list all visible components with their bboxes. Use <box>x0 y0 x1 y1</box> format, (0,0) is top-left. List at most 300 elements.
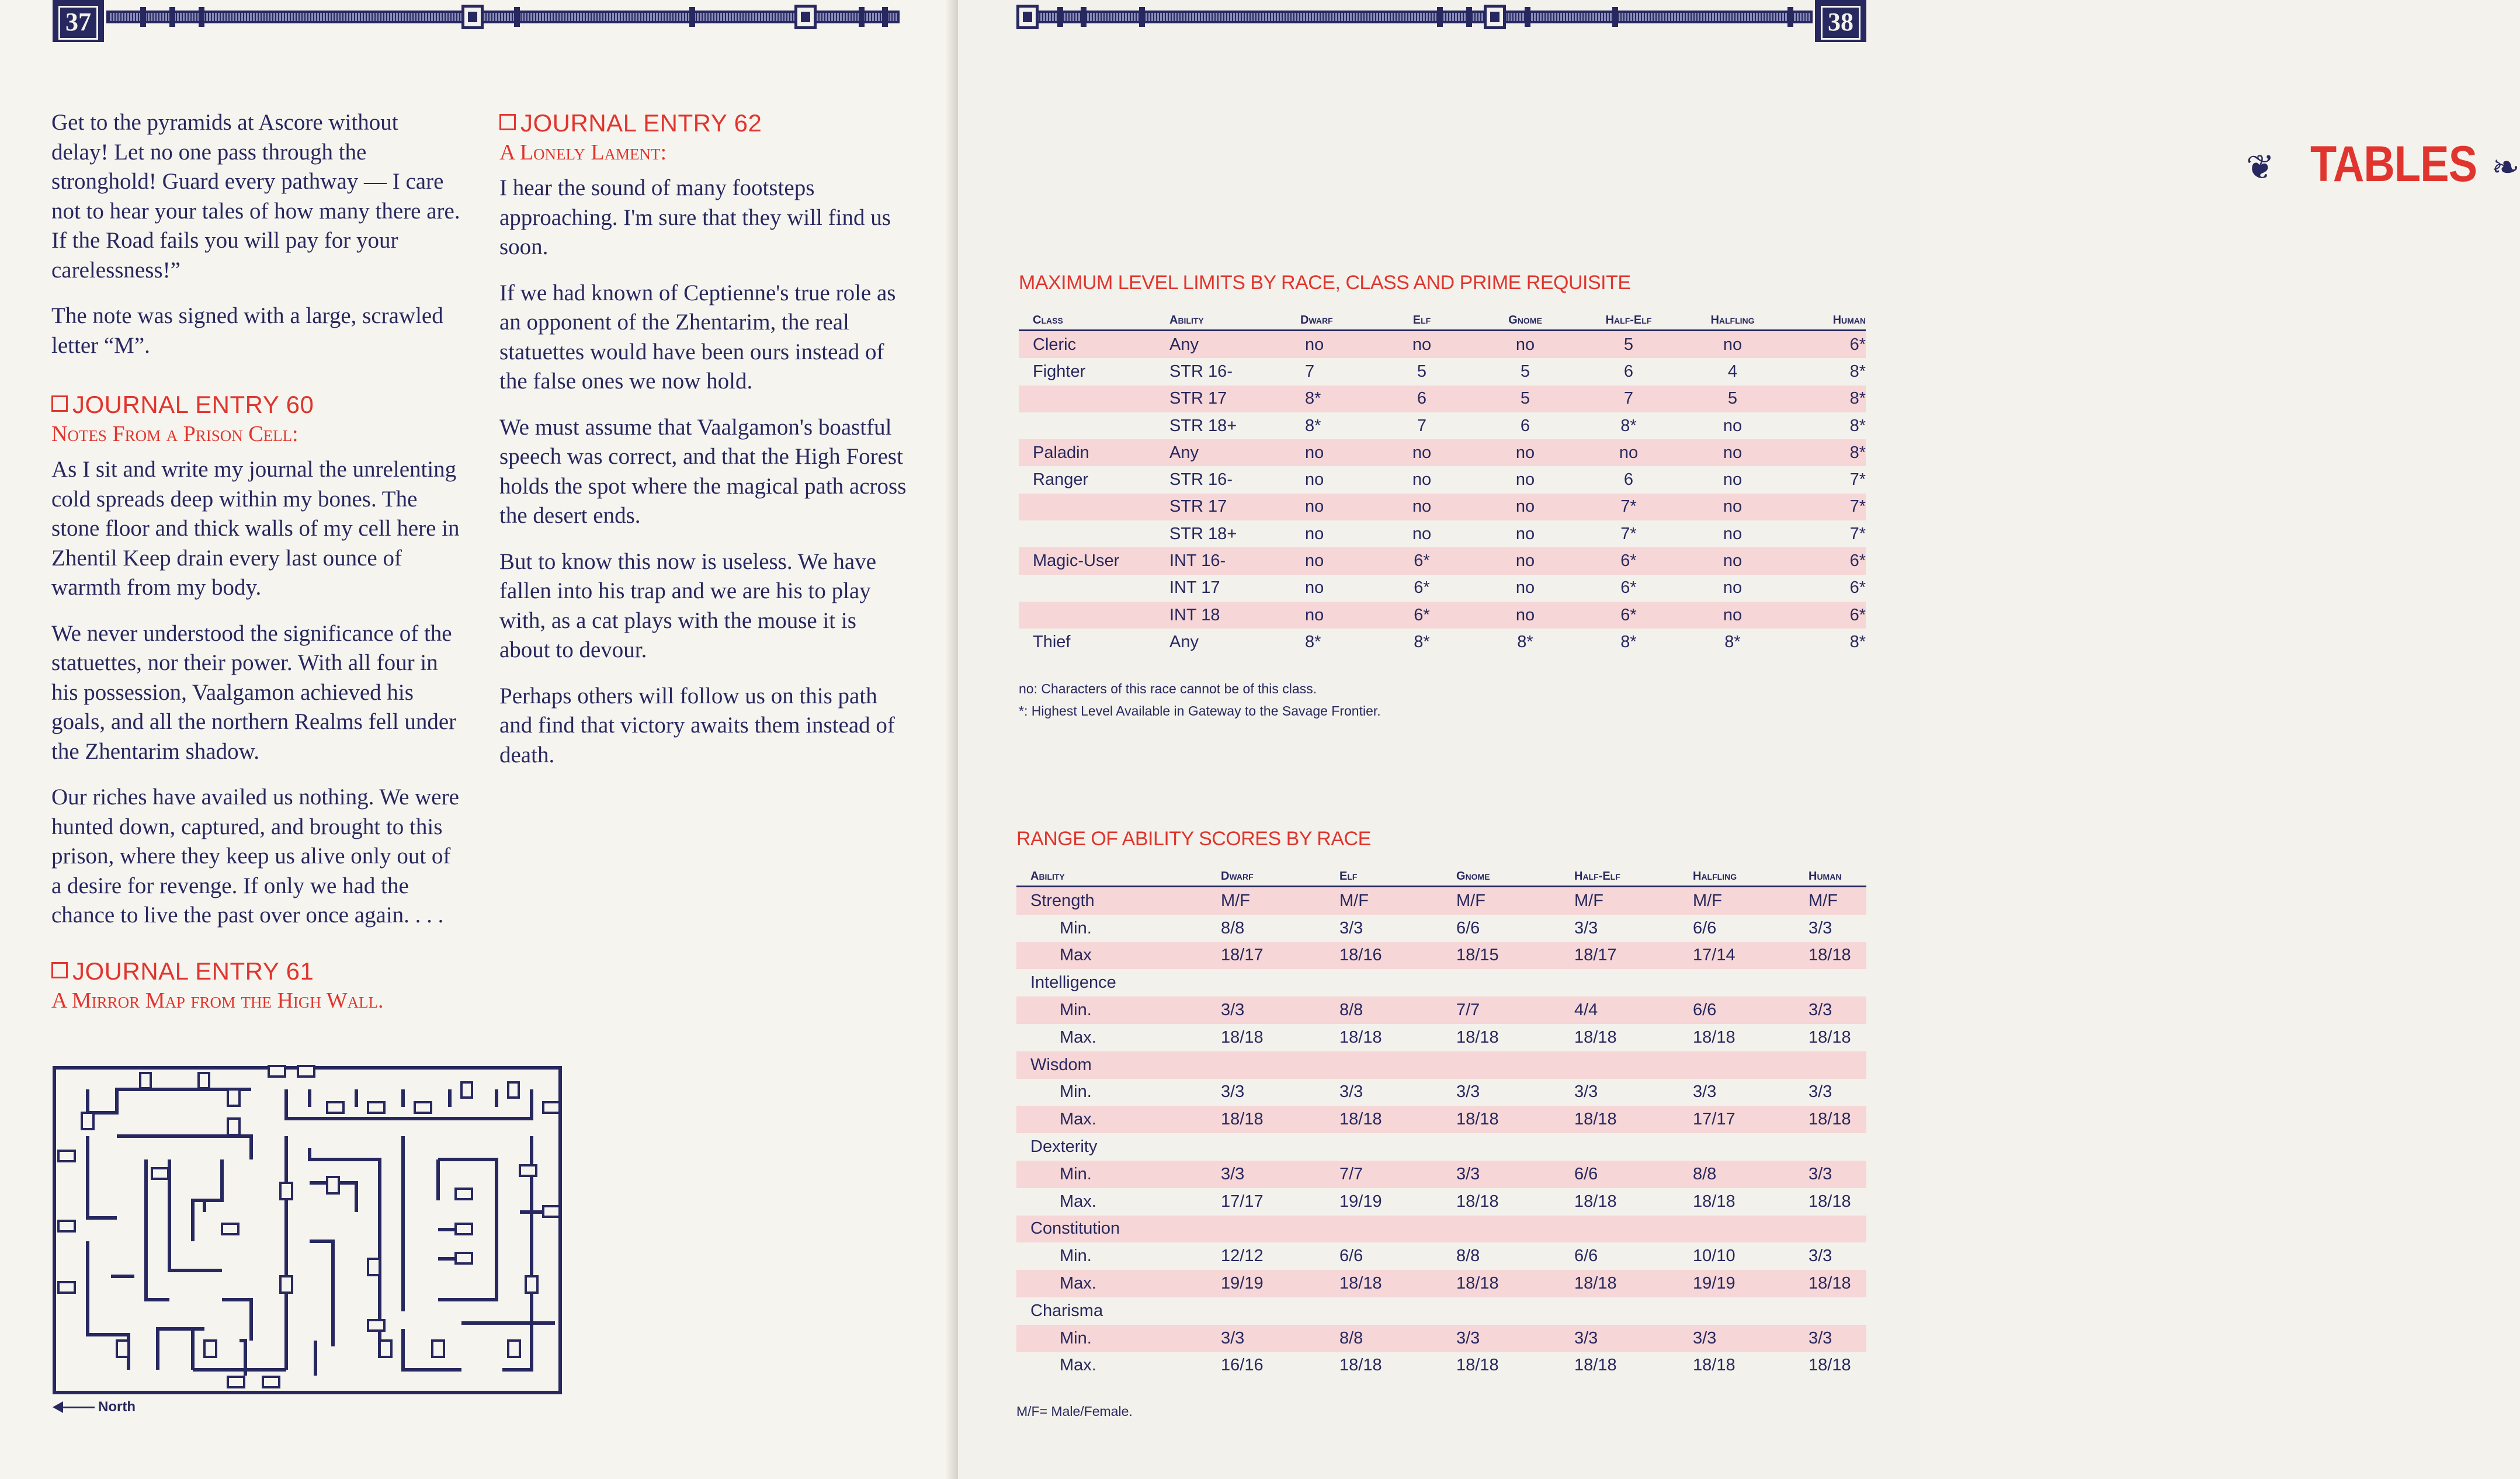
table-cell: STR 16- <box>1169 470 1233 489</box>
journal-entry-62-heading: JOURNAL ENTRY 62 <box>499 108 908 138</box>
table-cell <box>1574 1051 1693 1079</box>
table-cell: 18/18 <box>1809 1027 1851 1047</box>
table-cell: 5 <box>1417 362 1427 381</box>
table-cell: no <box>1412 524 1432 543</box>
table-cell: Min. <box>1060 1082 1092 1102</box>
table-row <box>1019 358 1866 385</box>
column-header: Ability <box>1169 304 1300 331</box>
table-cell <box>1574 1216 1693 1243</box>
table-cell: 8* <box>1785 386 1866 412</box>
flourish-right-icon: ❧ <box>2491 148 2520 186</box>
table-row <box>1016 1079 1866 1106</box>
table-cell: 7* <box>1577 494 1680 520</box>
table-cell: 18/18 <box>1339 1106 1456 1133</box>
table-cell <box>1221 1051 1339 1079</box>
table-cell: 6* <box>1620 578 1637 598</box>
table-cell: 12/12 <box>1221 1247 1264 1266</box>
table-cell: Ranger <box>1033 470 1089 489</box>
table-cell: 6* <box>1577 547 1680 574</box>
table-cell <box>1019 575 1169 602</box>
column-header: Human <box>1809 860 1866 887</box>
table-cell: no <box>1577 439 1680 466</box>
table-cell: 3/3 <box>1456 1082 1480 1102</box>
table-cell: 3/3 <box>1221 1082 1245 1102</box>
table-cell: Paladin <box>1019 439 1169 466</box>
table-cell: 3/3 <box>1809 1082 1832 1102</box>
table-cell: Constitution <box>1016 1216 1221 1243</box>
table-cell: 3/3 <box>1809 997 1866 1024</box>
table-cell: 18/16 <box>1339 942 1456 970</box>
table-cell <box>1809 1051 1866 1079</box>
table-cell: STR 16- <box>1169 362 1233 381</box>
table-cell: Max. <box>1016 1106 1221 1133</box>
table-cell <box>1693 1216 1809 1243</box>
table-cell: 3/3 <box>1221 1325 1339 1352</box>
table-cell: no <box>1473 331 1577 359</box>
table-cell: 19/19 <box>1221 1270 1339 1297</box>
table-cell: 18/18 <box>1809 1192 1851 1211</box>
table-row <box>1016 1133 1866 1161</box>
table-row <box>1019 439 1866 466</box>
column-header: Half-Elf <box>1574 860 1693 887</box>
table-cell: Max. <box>1060 1192 1096 1211</box>
left-column <box>51 108 460 1022</box>
paragraph: The note was signed with a large, scrawled letter “M”. <box>51 303 443 358</box>
table-cell: 5 <box>1577 331 1680 359</box>
table-cell: 7* <box>1785 494 1866 520</box>
table-cell: 7 <box>1417 416 1427 435</box>
table-cell <box>1809 1216 1866 1243</box>
column-header: Elf <box>1339 860 1456 887</box>
table-cell: 3/3 <box>1574 1325 1693 1352</box>
table-cell <box>1693 1051 1809 1079</box>
paragraph: We never understood the significance of the statuettes, nor their power. With all four in his possession, Vaalgamon achieved his goals, and all the northern Realms fell under the Zhentarim shadow. <box>51 620 457 764</box>
table-cell: no <box>1723 524 1743 543</box>
table1-note-star: *: Highest Level Available in Gateway to the Savage Frontier. <box>1019 703 1381 718</box>
table-row <box>1016 1242 1866 1270</box>
table-cell: 8* <box>1517 632 1533 651</box>
table-cell: M/F <box>1574 887 1693 915</box>
table-cell: Dexterity <box>1030 1137 1098 1157</box>
table-row <box>1016 1352 1866 1380</box>
table-cell: 6* <box>1577 602 1680 629</box>
table-cell: no <box>1680 602 1785 629</box>
table-cell: 8/8 <box>1221 918 1245 938</box>
table-cell: no <box>1515 578 1535 598</box>
table-cell: 8* <box>1305 416 1321 435</box>
table-cell: 3/3 <box>1574 918 1598 938</box>
table-cell <box>1019 602 1169 629</box>
table-cell <box>1339 1216 1456 1243</box>
checkbox-icon <box>51 395 68 412</box>
table-cell <box>1809 1297 1866 1325</box>
table-cell: M/F <box>1456 887 1574 915</box>
table-cell: Max <box>1016 942 1221 970</box>
table-cell: Max. <box>1060 1356 1096 1375</box>
table-cell: 6* <box>1414 578 1430 598</box>
table-row <box>1019 602 1866 629</box>
table-cell: 4/4 <box>1574 997 1693 1024</box>
table-cell: 8* <box>1849 416 1866 435</box>
table-cell: 3/3 <box>1574 1082 1598 1102</box>
table-cell: Wisdom <box>1016 1051 1221 1079</box>
table-cell <box>1456 1297 1574 1325</box>
table-cell: 8* <box>1620 632 1637 651</box>
table-cell: no <box>1305 524 1324 543</box>
table-cell: 6/6 <box>1693 997 1809 1024</box>
column-header: Halfling <box>1693 860 1809 887</box>
table-cell: Max. <box>1060 1027 1096 1047</box>
table-cell: 8* <box>1620 416 1637 435</box>
table-cell <box>1019 494 1169 520</box>
table-cell: 3/3 <box>1809 918 1832 938</box>
table-cell <box>1221 1297 1339 1325</box>
table-cell: no <box>1300 439 1370 466</box>
table-cell: Thief <box>1033 632 1071 651</box>
table-cell <box>1339 1051 1456 1079</box>
table-row <box>1016 1161 1866 1188</box>
table-cell: no <box>1680 439 1785 466</box>
table-cell: no <box>1723 470 1743 489</box>
table-cell: 7/7 <box>1456 997 1574 1024</box>
table-cell <box>1339 969 1456 997</box>
table-cell <box>1693 1297 1809 1325</box>
table-cell: 3/3 <box>1809 1161 1866 1188</box>
table-cell: 7* <box>1620 524 1637 543</box>
table-cell: 18/18 <box>1693 1356 1735 1375</box>
table1-heading: MAXIMUM LEVEL LIMITS BY RACE, CLASS AND PRIME REQUISITE <box>1019 272 1631 294</box>
table-cell: no <box>1300 331 1370 359</box>
table-cell: 7 <box>1577 386 1680 412</box>
table-cell <box>1456 969 1574 997</box>
table-cell <box>1574 1297 1693 1325</box>
table-cell: 18/18 <box>1574 1192 1617 1211</box>
table-cell: Max. <box>1016 1270 1221 1297</box>
table-row <box>1016 1106 1866 1133</box>
table-cell: M/F <box>1339 887 1456 915</box>
journal-entry-62-subtitle: A Lonely Lament: <box>499 140 667 165</box>
table-row <box>1016 1297 1866 1325</box>
table-cell: no <box>1473 494 1577 520</box>
table-cell: 8* <box>1300 386 1370 412</box>
table-cell <box>1019 412 1169 439</box>
table-cell: no <box>1680 547 1785 574</box>
table-cell: 18/18 <box>1574 1027 1617 1047</box>
table-row <box>1019 575 1866 602</box>
table-cell: 6 <box>1520 416 1530 435</box>
table-cell <box>1574 969 1693 997</box>
table-cell: STR 17 <box>1169 386 1300 412</box>
table-cell: no <box>1300 494 1370 520</box>
table-cell: 3/3 <box>1456 1325 1574 1352</box>
paragraph: Our riches have availed us nothing. We were hunted down, captured, and brought to this prison, where they keep us alive only out of a desire for revenge. If only we had the chance to live the past over once again. . . . <box>51 784 459 928</box>
table-cell: no <box>1680 494 1785 520</box>
table-cell: 8/8 <box>1339 1325 1456 1352</box>
table-cell: 3/3 <box>1809 1325 1866 1352</box>
table-cell: 7* <box>1849 470 1866 489</box>
table-cell: 18/18 <box>1456 1356 1499 1375</box>
table-cell: no <box>1370 331 1473 359</box>
table-cell: no <box>1300 547 1370 574</box>
table-cell: no <box>1515 524 1535 543</box>
table-cell: no <box>1305 578 1324 598</box>
table-cell: 6/6 <box>1574 1161 1693 1188</box>
table-cell: 18/18 <box>1221 1106 1339 1133</box>
table-cell: Strength <box>1016 887 1221 915</box>
table-cell: 18/15 <box>1456 942 1574 970</box>
table-row <box>1016 1270 1866 1297</box>
table-row <box>1016 1051 1866 1079</box>
table-cell: no <box>1412 470 1432 489</box>
table-cell: 3/3 <box>1339 1082 1363 1102</box>
level-limits-table <box>1019 304 1866 656</box>
table-cell <box>1809 969 1866 997</box>
column-header: Elf <box>1370 304 1473 331</box>
column-header: Gnome <box>1473 304 1577 331</box>
table-cell: Min. <box>1060 918 1092 938</box>
column-header: Ability <box>1016 860 1221 887</box>
table-cell: 18/18 <box>1339 1270 1456 1297</box>
table-cell: 18/18 <box>1456 1027 1499 1047</box>
table-cell: 6/6 <box>1574 1247 1598 1266</box>
table-cell <box>1019 520 1169 547</box>
table-cell: M/F <box>1693 887 1809 915</box>
table-cell: 5 <box>1473 386 1577 412</box>
table-cell <box>1221 1216 1339 1243</box>
table-row <box>1016 997 1866 1024</box>
table-cell: 18/18 <box>1809 1106 1866 1133</box>
table-row <box>1019 412 1866 439</box>
table-cell: 6* <box>1370 602 1473 629</box>
paragraph: Get to the pyramids at Ascore without delay! Let no one pass through the stronghold! Guard every pathway — I care not to hear your tales of how many there are. If the Road fails you will pay for your carelessness!” <box>51 110 460 283</box>
table-cell: 8* <box>1849 362 1866 381</box>
column-header: Gnome <box>1456 860 1574 887</box>
table-row <box>1019 466 1866 493</box>
table-cell: M/F <box>1809 887 1866 915</box>
table-cell: 6* <box>1785 331 1866 359</box>
table-row <box>1019 386 1866 412</box>
table-row <box>1019 520 1866 547</box>
table-cell: 6* <box>1785 602 1866 629</box>
table-header-row <box>1019 304 1866 331</box>
table-row <box>1016 1325 1866 1352</box>
table-cell: 3/3 <box>1221 997 1339 1024</box>
table2-heading: RANGE OF ABILITY SCORES BY RACE <box>1016 828 1371 850</box>
table-row <box>1016 915 1866 942</box>
table-cell: no <box>1300 602 1370 629</box>
table-cell: 6/6 <box>1339 1247 1363 1266</box>
paragraph: We must assume that Vaalgamon's boastful speech was correct, and that the High Forest holds the spot where the magical path across the desert ends. <box>499 414 907 528</box>
table-row <box>1016 1024 1866 1051</box>
table-cell: 19/19 <box>1339 1192 1382 1211</box>
table-cell: Min. <box>1016 1325 1221 1352</box>
table-cell: 6* <box>1849 578 1866 598</box>
column-header: Class <box>1019 304 1169 331</box>
table-cell: INT 16- <box>1169 547 1300 574</box>
table-cell: STR 18+ <box>1169 524 1237 543</box>
checkbox-icon <box>51 962 68 978</box>
table-cell: Fighter <box>1033 362 1086 381</box>
table-cell: 18/18 <box>1221 1027 1264 1047</box>
table-cell: 4 <box>1727 362 1738 381</box>
table-cell: 8/8 <box>1339 997 1456 1024</box>
table-cell: 17/17 <box>1221 1192 1264 1211</box>
table-cell: 18/18 <box>1339 1356 1382 1375</box>
table-cell: 18/18 <box>1809 1356 1851 1375</box>
table-cell: 18/17 <box>1221 942 1339 970</box>
table-cell: Any <box>1169 439 1300 466</box>
table-cell: Any <box>1169 331 1300 359</box>
table-cell: no <box>1370 439 1473 466</box>
table-cell: 7* <box>1849 524 1866 543</box>
table-cell: 7 <box>1305 362 1315 381</box>
table-row <box>1016 1216 1866 1243</box>
table-cell: 18/18 <box>1693 1192 1735 1211</box>
table-cell: Min. <box>1016 997 1221 1024</box>
checkbox-icon <box>499 114 516 130</box>
journal-entry-60-heading: JOURNAL ENTRY 60 <box>51 390 460 420</box>
left-page <box>0 0 958 1479</box>
paragraph: I hear the sound of many footsteps approaching. I'm sure that they will find us soon. <box>499 175 891 259</box>
paragraph: If we had known of Ceptienne's true role as an opponent of the Zhentarim, the real statuettes would have been ours instead of the false ones we now hold. <box>499 280 896 394</box>
table-cell: 3/3 <box>1339 918 1363 938</box>
table-cell: 19/19 <box>1693 1270 1809 1297</box>
table-cell: 8* <box>1724 632 1741 651</box>
page-number-right: 38 <box>1815 0 1866 42</box>
table-cell: Magic-User <box>1019 547 1169 574</box>
table-cell: 8* <box>1305 632 1321 651</box>
page-header-bar-left <box>53 0 900 36</box>
table-cell: 18/18 <box>1456 1106 1574 1133</box>
table-cell: 3/3 <box>1693 1325 1809 1352</box>
table-cell: 18/18 <box>1574 1270 1693 1297</box>
table-cell <box>1456 1216 1574 1243</box>
table-cell: 10/10 <box>1693 1247 1735 1266</box>
table-cell: Min. <box>1016 1161 1221 1188</box>
column-header: Dwarf <box>1300 304 1370 331</box>
ability-scores-table <box>1016 860 1866 1379</box>
table-cell <box>1339 1133 1456 1161</box>
table-cell: 5 <box>1680 386 1785 412</box>
table-cell <box>1339 1297 1456 1325</box>
arrow-left-icon <box>54 1407 95 1408</box>
table-cell: 8* <box>1785 439 1866 466</box>
table-cell: 18/18 <box>1693 1027 1735 1047</box>
table-cell: no <box>1473 547 1577 574</box>
table-cell: 16/16 <box>1221 1356 1264 1375</box>
table-cell: 6/6 <box>1456 918 1480 938</box>
table-cell <box>1456 1133 1574 1161</box>
table-cell: 18/18 <box>1809 942 1866 970</box>
table-cell: 8* <box>1414 632 1430 651</box>
page-header-bar-right <box>1016 0 1866 36</box>
table-cell: Cleric <box>1019 331 1169 359</box>
table-cell: no <box>1473 602 1577 629</box>
table-cell <box>1019 386 1169 412</box>
table-cell: 18/17 <box>1574 942 1693 970</box>
table-cell: 6* <box>1785 547 1866 574</box>
column-header: Dwarf <box>1221 860 1339 887</box>
table-cell: Intelligence <box>1030 973 1116 992</box>
table-cell: 17/14 <box>1693 942 1809 970</box>
page-title: TABLES <box>2310 136 2477 192</box>
table-cell: Any <box>1169 632 1199 651</box>
table-cell: no <box>1723 578 1743 598</box>
table-cell: 3/3 <box>1809 1247 1832 1266</box>
table-cell: INT 18 <box>1169 602 1300 629</box>
table-cell: 18/18 <box>1456 1270 1574 1297</box>
table-cell: 6* <box>1370 547 1473 574</box>
table-cell: no <box>1515 470 1535 489</box>
journal-entry-61-subtitle: A Mirror Map from the High Wall. <box>51 988 384 1013</box>
mirror-map <box>53 1066 562 1394</box>
flourish-left-icon: ❦ <box>2246 148 2275 186</box>
table-row <box>1016 969 1866 997</box>
table-cell <box>1693 969 1809 997</box>
table-row <box>1019 331 1866 359</box>
paragraph: As I sit and write my journal the unrelenting cold spreads deep within my bones. The stone floor and thick walls of my cell here in Zhentil Keep drain every last ounce of warmth from my body. <box>51 457 460 600</box>
table-cell: 17/17 <box>1693 1106 1809 1133</box>
table-cell: 18/18 <box>1456 1192 1499 1211</box>
table-cell: no <box>1473 439 1577 466</box>
table-cell: no <box>1370 494 1473 520</box>
table-cell: 8/8 <box>1456 1247 1480 1266</box>
table-cell: INT 17 <box>1169 578 1220 598</box>
journal-entry-61-heading: JOURNAL ENTRY 61 <box>51 956 460 987</box>
table-row <box>1019 547 1866 574</box>
table-header-row <box>1016 860 1866 887</box>
table-cell: 8* <box>1849 632 1866 651</box>
column-header: Human <box>1785 304 1866 331</box>
table-cell: 6 <box>1370 386 1473 412</box>
table1-note-no: no: Characters of this race cannot be of this class. <box>1019 681 1317 696</box>
table-cell: 6 <box>1623 470 1634 489</box>
table-cell <box>1693 1133 1809 1161</box>
table-cell: STR 18+ <box>1169 416 1237 435</box>
table-cell: M/F <box>1221 887 1339 915</box>
table-row <box>1016 942 1866 970</box>
column-header: Halfling <box>1680 304 1785 331</box>
table-cell: Charisma <box>1030 1301 1103 1320</box>
table-row <box>1019 494 1866 520</box>
table-cell <box>1456 1051 1574 1079</box>
table-cell: 5 <box>1520 362 1530 381</box>
table-cell: 18/18 <box>1809 1270 1866 1297</box>
paragraph: But to know this now is useless. We have fallen into his trap and we are his to play with, as a cat plays with the mouse it is about to devour. <box>499 548 877 662</box>
page-number-left: 37 <box>53 0 104 42</box>
table-cell: 18/18 <box>1574 1106 1693 1133</box>
table-cell: 3/3 <box>1221 1161 1339 1188</box>
table-cell: 3/3 <box>1693 1082 1717 1102</box>
table-cell: STR 17 <box>1169 494 1300 520</box>
table-row <box>1016 887 1866 915</box>
table-cell <box>1574 1133 1693 1161</box>
table-cell: 8/8 <box>1693 1161 1809 1188</box>
table-cell: 7/7 <box>1339 1161 1456 1188</box>
column-header: Half-Elf <box>1577 304 1680 331</box>
table-cell <box>1809 1133 1866 1161</box>
north-indicator: North <box>54 1399 136 1415</box>
table-cell: no <box>1723 416 1743 435</box>
table-cell: 3/3 <box>1456 1161 1574 1188</box>
table-cell: Min. <box>1060 1247 1092 1266</box>
paragraph: Perhaps others will follow us on this path and find that victory awaits them instead of death. <box>499 683 895 768</box>
table-cell <box>1221 1133 1339 1161</box>
table-row <box>1016 1188 1866 1216</box>
journal-entry-60-subtitle: Notes From a Prison Cell: <box>51 422 298 446</box>
table-cell <box>1221 969 1339 997</box>
right-page <box>958 0 2520 1479</box>
